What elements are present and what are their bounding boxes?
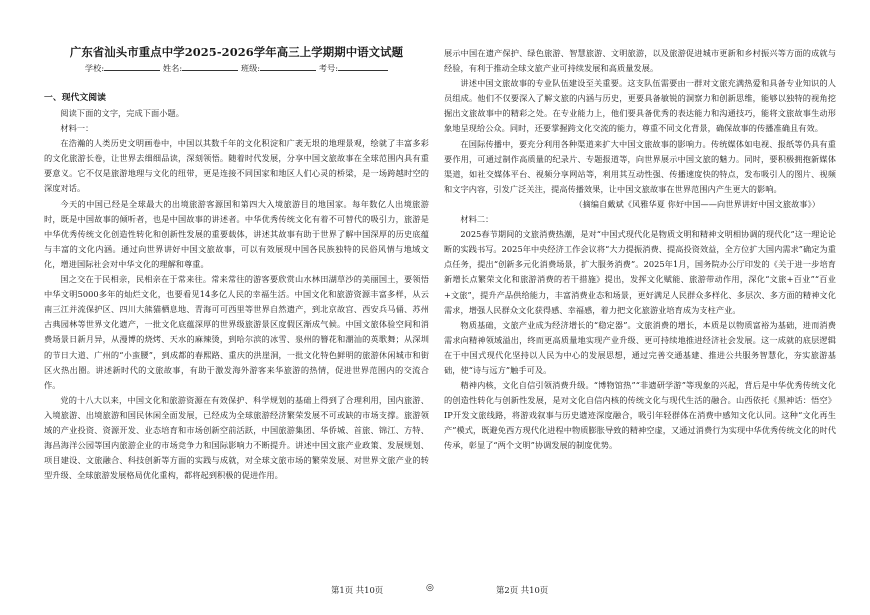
school-label: 学校: [84, 63, 105, 73]
exam-title: 广东省汕头市重点中学2025-2026学年高三上学期期中语文试题 [69, 45, 404, 59]
paragraph: 在国际传播中，要充分利用各种渠道来扩大中国文旅故事的影响力。传统媒体如电视、报纸等仍具有重要作用，可通过制作高质量的纪录片、专题报道等，向世界展示中国文旅的魅力。同时，要积极拥抱新媒体渠道，如社交媒体平台、视频分享网站等，利用其互动性强、传播速度快的特点，发布吸引人的图片、视频和文字内容，引发广泛关注，提高传播效果，让中国文旅故事在世界范围内产生更大的影响。 [444, 138, 836, 194]
material1-label: 材料一： [60, 123, 94, 134]
center-binding-mark: ◎ [426, 583, 434, 593]
class-label: 班级: [240, 63, 261, 73]
paragraph: 物质基础，文旅产业成为经济增长的“稳定器”。文旅消费的增长，本质是以物质富裕为基础，进而消费需求向精神领域溢出，终而更高质量地实现产业升级、更可持续地推进经济社会发展。这一成就的底层逻辑在于中国式现代化坚持以人民为中心的发展思想，通过完善交通基建、推进公共服务智慧化，夯实旅游基础，使“诗与远方”触手可及。 [444, 319, 836, 375]
left-page-column [44, 44, 429, 483]
paragraph: 在浩瀚的人类历史文明画卷中，中国以其数千年的文化积淀和广袤无垠的地理景观，绘就了丰富多彩的文化旅游长卷，让世界去细细品读，深刻领悟。随着时代发展，分享中国文旅故事在全球范围内具有重要意义。它不仅是旅游地理与文化的纽带，更是连接不同国家和地区人们心灵的桥梁，是一场跨越时空的深度对话。 [44, 138, 429, 194]
right-page-column [444, 46, 836, 454]
instruction-text: 阅读下面的文字，完成下面小题。 [60, 108, 184, 118]
material2-label: 材料二： [460, 214, 494, 225]
paragraph: 国之交在于民相亲，民相亲在于常来往。常来常往的游客要欣赏山水林田湖草沙的美丽国土，要领悟中华文明5000多年的灿烂文化，也要看见14多亿人民的幸福生活。中国文化和旅游资源丰富多样，从云南三江并流保护区、四川大熊猫栖息地、青海可可西里等世界自然遗产，到北京故宫、西安兵马俑、苏州古典园林等世界文化遗产，一批文化底蕴深厚的世界级旅游景区度假区渐成气候。中国文旅体验空间和消费场景日新月异，从漫博的烧烤、天水的麻辣烫，到哈尔滨的冰雪、泉州的簪花和潮汕的英歌舞；从深圳的节日大道、广州的“小蛮腰”，到成都的春熙路、重庆的洪崖洞，一批文化特色鲜明的旅游休闲城市和街区火热出圈。讲述新时代的文旅故事，有助于激发海外游客来华旅游的热情，促进世界范围内的交流合作。 [44, 274, 429, 390]
material1-citation: （摘编自戴斌《风雅华夏 你好中国——向世界讲好中国文旅故事》） [574, 198, 820, 209]
class-blank[interactable] [260, 61, 316, 71]
section-heading: 一、现代文阅读 [44, 93, 106, 103]
left-page-number: 第1页 共10页 [331, 585, 384, 595]
school-blank[interactable] [104, 61, 160, 71]
name-blank[interactable] [182, 61, 238, 71]
number-label: 考号: [318, 63, 339, 73]
paragraph: 精神内核，文化自信引领消费升级。“博物馆热”“非遗研学游”等现象的兴起，背后是中华优秀传统文化的创造性转化与创新性发展，是对文化自信内核的传统文化与现代生活的融合。山西依托《黑神话：悟空》IP开发文旅线路，将游戏叙事与历史遗迹深度融合，吸引年轻群体在消费中感知文化认同。这种“文化再生产”模式，既避免西方现代化进程中物质膨胀导致的精神空虚，又通过消费行为实现中华优秀传统文化的时代传承，彰显了“两个文明”协调发展的制度优势。 [444, 380, 836, 451]
right-page-number: 第2页 共10页 [496, 585, 549, 595]
number-blank[interactable] [338, 61, 388, 71]
student-info-line [44, 61, 429, 75]
paragraph: 党的十八大以来，中国文化和旅游资源在有效保护、科学规划的基础上得到了合理利用，国内旅游、入境旅游、出境旅游和国民休闲全面发展，已经成为全球旅游经济繁荣发展不可或缺的市场支撑。旅游领域的产业投资、资源开发、业态培育和市场创新空前活跃，中国旅游集团、华侨城、首旅、锦江、方特、海昌海洋公园等国内旅游企业的市场竞争力和国际影响力不断提升。讲述中国文旅产业政策、发展规划、项目建设、文旅融合、科技创新等方面的实践与成就，对全球文旅市场的繁荣发展、对世界文旅产业的转型升级、全球旅游发展格局优化重构，都将起到积极的促进作用。 [44, 394, 429, 481]
paragraph: 讲述中国文旅故事的专业队伍建设至关重要。这支队伍需要由一群对文旅充满热爱和具备专业知识的人员组成。他们不仅要深入了解文旅的内涵与历史，更要具备敏锐的洞察力和创新思维，能够以独特的视角挖掘出文旅故事中的精彩之处。在专业能力上，他们要具备优秀的表达能力和沟通技巧，能将文旅故事生动形象地呈现给公众。同时，还要掌握跨文化交流的能力，尊重不同文化背景，确保故事的传播准确且有效。 [444, 78, 836, 134]
name-label: 姓名: [162, 63, 183, 73]
paragraph: 今天的中国已经是全球最大的出境旅游客源国和第四大入境旅游目的地国家。每年数亿人出境旅游时，既是中国故事的倾听者，也是中国故事的讲述者。中华优秀传统文化有着不可替代的吸引力，旅游是中华优秀传统文化创造性转化和创新性发展的重要载体，讲述其故事有助于世界了解中国深厚的历史底蕴与丰富的文化内涵。通过向世界讲好中国文旅故事，可以有效展现中国各民族独特的民俗风情与地域文化，增进国际社会对中华文化的理解和尊重。 [44, 198, 429, 269]
paragraph: 展示中国在遗产保护、绿色旅游、智慧旅游、文明旅游，以及旅游促进城市更新和乡村振兴等方面的成就与经验，有利于推动全球文旅产业可持续发展和高质量发展。 [444, 48, 836, 74]
paragraph: 2025春节期间的文旅消费热潮，是对“中国式现代化是物质文明和精神文明相协调的现代化”这一理论论断的实践书写。2025年中央经济工作会议将“大力提振消费、提高投资效益，全方位扩大国内需求”确定为重点任务，提出“创新多元化消费场景，扩大服务消费”。2025年1月，国务院办公厅印发的《关于进一步培育新增长点繁荣文化和旅游消费的若干措施》提出，发挥文化赋能、旅游带动作用，深化“文旅+百业”“百业+文旅”，提升产品供给能力，丰富消费业态和场景，更好满足人民群众多样化、多层次、多方面的精神文化需求，增强人民群众文化获得感、幸福感，着力把文化旅游业培育成为支柱产业。 [444, 229, 836, 315]
